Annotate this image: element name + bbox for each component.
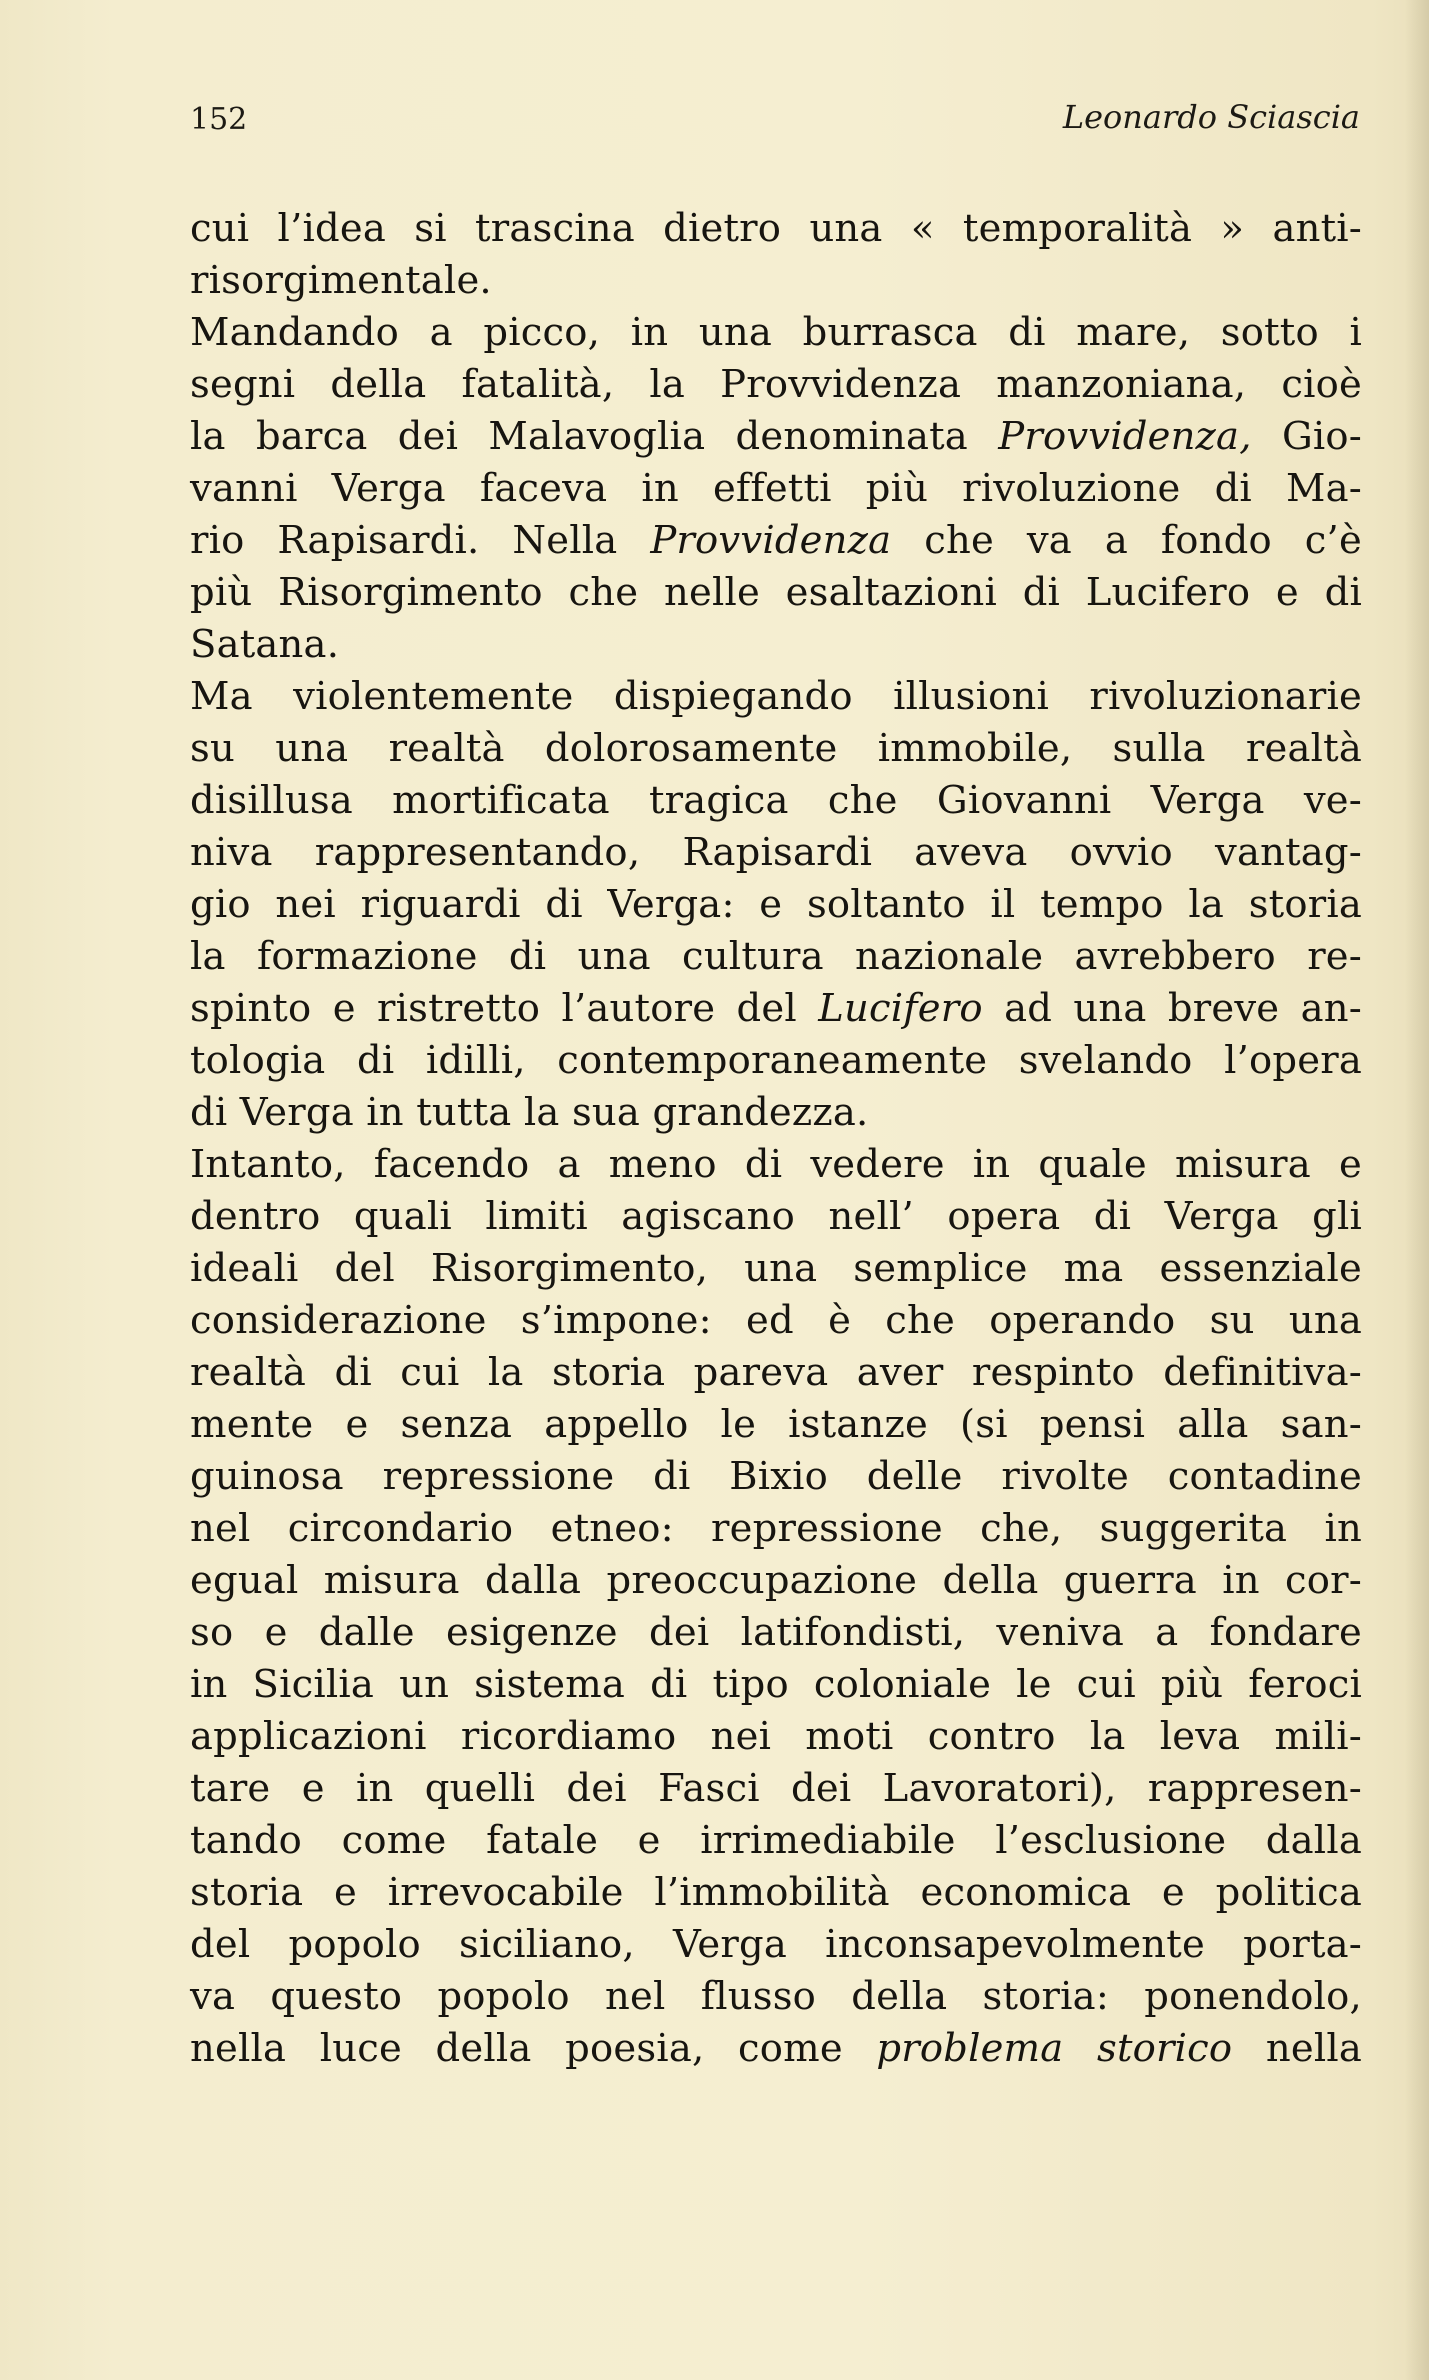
text-line: in Sicilia un sistema di tipo coloniale le cui più feroci (190, 1662, 1362, 1707)
text-line: dentro quali limiti agiscano nell’ opera di Verga gli (190, 1194, 1362, 1239)
text-line: più Risorgimento che nelle esaltazioni di Lucifero e di (190, 570, 1362, 615)
text-line: tando come fatale e irrimediabile l’esclusione dalla (190, 1818, 1362, 1863)
text-line: tare e in quelli dei Fasci dei Lavoratori), rappresen- (190, 1766, 1362, 1811)
text-line: disillusa mortificata tragica che Giovanni Verga ve- (190, 778, 1362, 823)
text-line: Ma violentemente dispiegando illusioni rivoluzionarie (190, 674, 1362, 719)
text-line: ideali del Risorgimento, una semplice ma essenziale (190, 1246, 1362, 1291)
text-line: niva rappresentando, Rapisardi aveva ovvio vantag- (190, 830, 1362, 875)
text-line: nella luce della poesia, come problema storico nella (190, 2026, 1362, 2071)
text-line: la formazione di una cultura nazionale avrebbero re- (190, 934, 1362, 979)
text-line: considerazione s’impone: ed è che operando su una (190, 1298, 1362, 1343)
page-header (190, 98, 1360, 148)
text-line: guinosa repressione di Bixio delle rivolte contadine (190, 1454, 1362, 1499)
text-line: Satana. (190, 622, 340, 667)
text-line: Intanto, facendo a meno di vedere in quale misura e (190, 1142, 1362, 1187)
text-line: gio nei riguardi di Verga: e soltanto il tempo la storia (190, 882, 1362, 927)
page-edge-shadow (1405, 0, 1429, 2380)
text-line: segni della fatalità, la Provvidenza manzoniana, cioè (190, 362, 1362, 407)
text-line: risorgimentale. (190, 258, 492, 303)
italic-title: Provvidenza, (998, 414, 1252, 459)
text-line: mente e senza appello le istanze (si pensi alla san- (190, 1402, 1362, 1447)
text-line: tologia di idilli, contemporaneamente svelando l’opera (190, 1038, 1362, 1083)
text-line: va questo popolo nel flusso della storia: ponendolo, (190, 1974, 1362, 2019)
text-line: egual misura dalla preoccupazione della guerra in cor- (190, 1558, 1362, 1603)
italic-title: Lucifero (818, 986, 983, 1031)
running-head-author: Leonardo Sciascia (1062, 98, 1360, 136)
text-line: Mandando a picco, in una burrasca di mare, sotto i (190, 310, 1362, 355)
text-line: su una realtà dolorosamente immobile, sulla realtà (190, 726, 1362, 771)
text-line: del popolo siciliano, Verga inconsapevolmente porta- (190, 1922, 1362, 1967)
text-line: so e dalle esigenze dei latifondisti, veniva a fondare (190, 1610, 1362, 1655)
page-number: 152 (190, 102, 248, 137)
text-line: di Verga in tutta la sua grandezza. (190, 1090, 869, 1135)
text-line: nel circondario etneo: repressione che, suggerita in (190, 1506, 1362, 1551)
text-line: spinto e ristretto l’autore del Lucifero ad una breve an- (190, 986, 1362, 1031)
text-line: applicazioni ricordiamo nei moti contro la leva mili- (190, 1714, 1362, 1759)
body-text (190, 203, 1362, 2075)
text-line: realtà di cui la storia pareva aver respinto definitiva- (190, 1350, 1362, 1395)
italic-phrase: problema storico (876, 2026, 1233, 2071)
text-line: la barca dei Malavoglia denominata Provvidenza, Gio- (190, 414, 1362, 459)
text-line: rio Rapisardi. Nella Provvidenza che va a fondo c’è (190, 518, 1362, 563)
text-line: cui l’idea si trascina dietro una « temporalità » anti- (190, 206, 1362, 251)
italic-title: Provvidenza (650, 518, 892, 563)
text-line: storia e irrevocabile l’immobilità economica e politica (190, 1870, 1362, 1915)
text-line: vanni Verga faceva in effetti più rivoluzione di Ma- (190, 466, 1362, 511)
